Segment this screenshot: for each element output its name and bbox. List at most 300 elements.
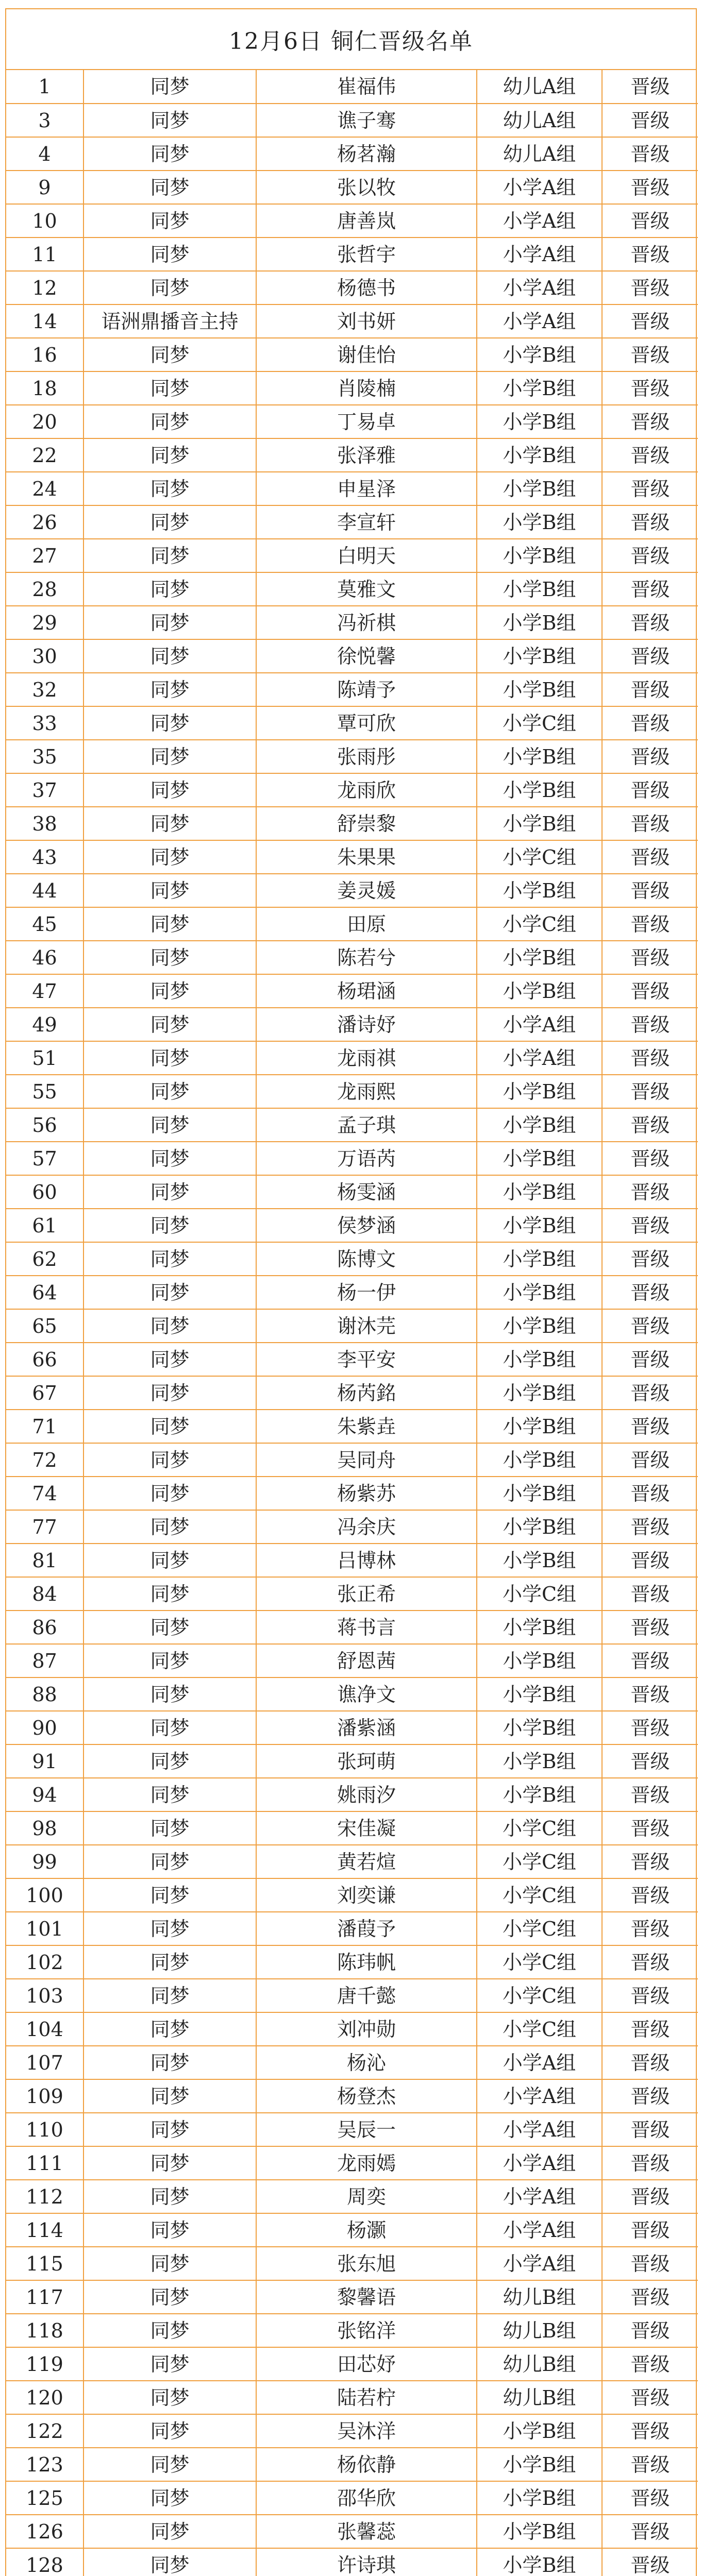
result-cell: 晋级 — [602, 1510, 698, 1544]
table-row — [6, 2113, 698, 2146]
organization-cell: 同梦 — [83, 1108, 256, 1142]
student-name-cell: 舒崇黎 — [256, 807, 477, 840]
organization-cell: 同梦 — [83, 2448, 256, 2481]
student-name-cell: 张雨彤 — [256, 740, 477, 773]
organization-cell: 同梦 — [83, 70, 256, 104]
group-cell: 幼儿A组 — [477, 104, 602, 137]
result-cell: 晋级 — [602, 171, 698, 204]
group-cell: 小学A组 — [477, 271, 602, 304]
table-row — [6, 1510, 698, 1544]
table-row — [6, 1376, 698, 1410]
table-row — [6, 238, 698, 271]
student-name-cell: 潘诗妤 — [256, 1008, 477, 1041]
result-cell: 晋级 — [602, 974, 698, 1008]
group-cell: 小学B组 — [477, 438, 602, 472]
row-number-cell: 125 — [6, 2481, 83, 2515]
result-cell: 晋级 — [602, 137, 698, 171]
organization-cell: 同梦 — [83, 807, 256, 840]
row-number-cell: 71 — [6, 1410, 83, 1443]
row-number-cell: 67 — [6, 1376, 83, 1410]
result-cell: 晋级 — [602, 271, 698, 304]
organization-cell: 同梦 — [83, 2347, 256, 2381]
result-cell: 晋级 — [602, 2180, 698, 2213]
row-number-cell: 126 — [6, 2515, 83, 2548]
row-number-cell: 16 — [6, 338, 83, 371]
row-number-cell: 94 — [6, 1778, 83, 1811]
table-row — [6, 2448, 698, 2481]
student-name-cell: 杨茗瀚 — [256, 137, 477, 171]
row-number-cell: 102 — [6, 1945, 83, 1979]
table-row — [6, 907, 698, 941]
student-name-cell: 冯祈棋 — [256, 606, 477, 639]
table-row — [6, 171, 698, 204]
organization-cell: 同梦 — [83, 2381, 256, 2414]
result-cell: 晋级 — [602, 1175, 698, 1209]
result-cell: 晋级 — [602, 2414, 698, 2448]
result-cell: 晋级 — [602, 371, 698, 405]
group-cell: 小学B组 — [477, 974, 602, 1008]
group-cell: 小学B组 — [477, 2548, 602, 2576]
student-name-cell: 李宣轩 — [256, 505, 477, 539]
student-name-cell: 杨芮銘 — [256, 1376, 477, 1410]
table-row — [6, 706, 698, 740]
student-name-cell: 杨雯涵 — [256, 1175, 477, 1209]
table-row — [6, 2213, 698, 2247]
row-number-cell: 14 — [6, 304, 83, 338]
result-cell: 晋级 — [602, 1778, 698, 1811]
row-number-cell: 90 — [6, 1711, 83, 1744]
result-cell: 晋级 — [602, 1912, 698, 1945]
student-name-cell: 谢佳怡 — [256, 338, 477, 371]
student-name-cell: 覃可欣 — [256, 706, 477, 740]
table-row — [6, 807, 698, 840]
table-row — [6, 438, 698, 472]
table-row — [6, 104, 698, 137]
group-cell: 小学B组 — [477, 941, 602, 974]
result-cell: 晋级 — [602, 204, 698, 238]
result-cell: 晋级 — [602, 2146, 698, 2180]
student-name-cell: 刘奕谦 — [256, 1878, 477, 1912]
student-name-cell: 申星泽 — [256, 472, 477, 505]
student-name-cell: 杨德书 — [256, 271, 477, 304]
organization-cell: 同梦 — [83, 2213, 256, 2247]
table-row — [6, 1041, 698, 1075]
group-cell: 小学B组 — [477, 2414, 602, 2448]
result-cell: 晋级 — [602, 104, 698, 137]
group-cell: 小学B组 — [477, 606, 602, 639]
organization-cell: 同梦 — [83, 2079, 256, 2113]
result-cell: 晋级 — [602, 1611, 698, 1644]
student-name-cell: 张正希 — [256, 1577, 477, 1611]
result-cell: 晋级 — [602, 539, 698, 572]
group-cell: 小学B组 — [477, 371, 602, 405]
promotion-table — [6, 70, 698, 2576]
row-number-cell: 26 — [6, 505, 83, 539]
table-row — [6, 572, 698, 606]
result-cell: 晋级 — [602, 2314, 698, 2347]
table-row — [6, 2481, 698, 2515]
table-row — [6, 1242, 698, 1276]
table-row — [6, 840, 698, 874]
student-name-cell: 陈博文 — [256, 1242, 477, 1276]
organization-cell: 同梦 — [83, 1744, 256, 1778]
organization-cell: 同梦 — [83, 1979, 256, 2012]
table-row — [6, 2314, 698, 2347]
organization-cell: 同梦 — [83, 1544, 256, 1577]
table-row — [6, 271, 698, 304]
student-name-cell: 吴辰一 — [256, 2113, 477, 2146]
result-cell: 晋级 — [602, 1410, 698, 1443]
group-cell: 幼儿A组 — [477, 70, 602, 104]
group-cell: 小学B组 — [477, 1677, 602, 1711]
result-cell: 晋级 — [602, 706, 698, 740]
group-cell: 小学C组 — [477, 1878, 602, 1912]
organization-cell: 同梦 — [83, 2314, 256, 2347]
student-name-cell: 许诗琪 — [256, 2548, 477, 2576]
table-row — [6, 472, 698, 505]
organization-cell: 同梦 — [83, 572, 256, 606]
table-row — [6, 1945, 698, 1979]
organization-cell: 同梦 — [83, 2280, 256, 2314]
student-name-cell: 白明天 — [256, 539, 477, 572]
organization-cell: 同梦 — [83, 472, 256, 505]
student-name-cell: 侯梦涵 — [256, 1209, 477, 1242]
table-row — [6, 2347, 698, 2381]
promotion-list-sheet — [5, 8, 697, 2576]
group-cell: 小学B组 — [477, 405, 602, 438]
organization-cell: 同梦 — [83, 1677, 256, 1711]
row-number-cell: 107 — [6, 2046, 83, 2079]
result-cell: 晋级 — [602, 874, 698, 907]
organization-cell: 同梦 — [83, 1343, 256, 1376]
group-cell: 小学C组 — [477, 1577, 602, 1611]
row-number-cell: 119 — [6, 2347, 83, 2381]
result-cell: 晋级 — [602, 472, 698, 505]
table-row — [6, 740, 698, 773]
group-cell: 小学B组 — [477, 1443, 602, 1477]
table-row — [6, 941, 698, 974]
organization-cell: 同梦 — [83, 1477, 256, 1510]
organization-cell: 同梦 — [83, 974, 256, 1008]
table-row — [6, 974, 698, 1008]
row-number-cell: 49 — [6, 1008, 83, 1041]
result-cell: 晋级 — [602, 2213, 698, 2247]
organization-cell: 同梦 — [83, 773, 256, 807]
row-number-cell: 74 — [6, 1477, 83, 1510]
student-name-cell: 宋佳凝 — [256, 1811, 477, 1845]
student-name-cell: 莫雅文 — [256, 572, 477, 606]
group-cell: 小学A组 — [477, 2180, 602, 2213]
table-row — [6, 1677, 698, 1711]
table-row — [6, 1912, 698, 1945]
group-cell: 小学B组 — [477, 673, 602, 706]
student-name-cell: 周奕 — [256, 2180, 477, 2213]
row-number-cell: 77 — [6, 1510, 83, 1544]
organization-cell: 同梦 — [83, 840, 256, 874]
row-number-cell: 104 — [6, 2012, 83, 2046]
student-name-cell: 邵华欣 — [256, 2481, 477, 2515]
organization-cell: 同梦 — [83, 204, 256, 238]
organization-cell: 同梦 — [83, 539, 256, 572]
student-name-cell: 肖陵楠 — [256, 371, 477, 405]
group-cell: 小学B组 — [477, 1343, 602, 1376]
organization-cell: 同梦 — [83, 104, 256, 137]
row-number-cell: 109 — [6, 2079, 83, 2113]
student-name-cell: 唐千懿 — [256, 1979, 477, 2012]
group-cell: 小学C组 — [477, 1811, 602, 1845]
row-number-cell: 29 — [6, 606, 83, 639]
row-number-cell: 122 — [6, 2414, 83, 2448]
result-cell: 晋级 — [602, 1108, 698, 1142]
group-cell: 小学B组 — [477, 1242, 602, 1276]
result-cell: 晋级 — [602, 1309, 698, 1343]
student-name-cell: 陆若柠 — [256, 2381, 477, 2414]
table-row — [6, 539, 698, 572]
row-number-cell: 38 — [6, 807, 83, 840]
group-cell: 小学B组 — [477, 1644, 602, 1677]
table-row — [6, 405, 698, 438]
table-row — [6, 606, 698, 639]
organization-cell: 同梦 — [83, 2247, 256, 2280]
table-row — [6, 137, 698, 171]
row-number-cell: 87 — [6, 1644, 83, 1677]
result-cell: 晋级 — [602, 2113, 698, 2146]
group-cell: 幼儿B组 — [477, 2381, 602, 2414]
group-cell: 小学A组 — [477, 1008, 602, 1041]
organization-cell: 同梦 — [83, 338, 256, 371]
row-number-cell: 28 — [6, 572, 83, 606]
table-row — [6, 1711, 698, 1744]
organization-cell: 同梦 — [83, 1845, 256, 1878]
row-number-cell: 32 — [6, 673, 83, 706]
organization-cell: 同梦 — [83, 405, 256, 438]
row-number-cell: 35 — [6, 740, 83, 773]
group-cell: 小学B组 — [477, 1544, 602, 1577]
group-cell: 小学A组 — [477, 2213, 602, 2247]
result-cell: 晋级 — [602, 438, 698, 472]
row-number-cell: 72 — [6, 1443, 83, 1477]
organization-cell: 同梦 — [83, 371, 256, 405]
organization-cell: 同梦 — [83, 1912, 256, 1945]
result-cell: 晋级 — [602, 2347, 698, 2381]
group-cell: 小学B组 — [477, 807, 602, 840]
table-row — [6, 1544, 698, 1577]
group-cell: 小学B组 — [477, 1744, 602, 1778]
result-cell: 晋级 — [602, 304, 698, 338]
student-name-cell: 李平安 — [256, 1343, 477, 1376]
group-cell: 小学B组 — [477, 1209, 602, 1242]
group-cell: 小学A组 — [477, 304, 602, 338]
result-cell: 晋级 — [602, 1376, 698, 1410]
organization-cell: 同梦 — [83, 1376, 256, 1410]
row-number-cell: 55 — [6, 1075, 83, 1108]
student-name-cell: 姜灵媛 — [256, 874, 477, 907]
organization-cell: 同梦 — [83, 1175, 256, 1209]
row-number-cell: 24 — [6, 472, 83, 505]
table-row — [6, 505, 698, 539]
organization-cell: 同梦 — [83, 1242, 256, 1276]
student-name-cell: 龙雨欣 — [256, 773, 477, 807]
student-name-cell: 杨紫苏 — [256, 1477, 477, 1510]
student-name-cell: 崔福伟 — [256, 70, 477, 104]
student-name-cell: 张珂萌 — [256, 1744, 477, 1778]
organization-cell: 同梦 — [83, 438, 256, 472]
student-name-cell: 田原 — [256, 907, 477, 941]
result-cell: 晋级 — [602, 773, 698, 807]
table-row — [6, 639, 698, 673]
result-cell: 晋级 — [602, 2247, 698, 2280]
row-number-cell: 44 — [6, 874, 83, 907]
group-cell: 小学B组 — [477, 539, 602, 572]
row-number-cell: 66 — [6, 1343, 83, 1376]
organization-cell: 同梦 — [83, 1075, 256, 1108]
result-cell: 晋级 — [602, 1577, 698, 1611]
group-cell: 小学B组 — [477, 1309, 602, 1343]
row-number-cell: 64 — [6, 1276, 83, 1309]
organization-cell: 同梦 — [83, 941, 256, 974]
row-number-cell: 99 — [6, 1845, 83, 1878]
result-cell: 晋级 — [602, 2448, 698, 2481]
student-name-cell: 万语芮 — [256, 1142, 477, 1175]
group-cell: 小学A组 — [477, 2079, 602, 2113]
result-cell: 晋级 — [602, 1711, 698, 1744]
table-row — [6, 1845, 698, 1878]
organization-cell: 同梦 — [83, 2414, 256, 2448]
result-cell: 晋级 — [602, 1477, 698, 1510]
table-row — [6, 1811, 698, 1845]
group-cell: 小学B组 — [477, 639, 602, 673]
student-name-cell: 张哲宇 — [256, 238, 477, 271]
student-name-cell: 舒恩茜 — [256, 1644, 477, 1677]
row-number-cell: 111 — [6, 2146, 83, 2180]
result-cell: 晋级 — [602, 2079, 698, 2113]
table-row — [6, 2280, 698, 2314]
organization-cell: 同梦 — [83, 673, 256, 706]
table-row — [6, 2381, 698, 2414]
row-number-cell: 62 — [6, 1242, 83, 1276]
group-cell: 小学B组 — [477, 1611, 602, 1644]
student-name-cell: 潘紫涵 — [256, 1711, 477, 1744]
organization-cell: 同梦 — [83, 1142, 256, 1175]
organization-cell: 同梦 — [83, 1611, 256, 1644]
organization-cell: 同梦 — [83, 1209, 256, 1242]
student-name-cell: 杨珺涵 — [256, 974, 477, 1008]
student-name-cell: 张铭洋 — [256, 2314, 477, 2347]
student-name-cell: 张以牧 — [256, 171, 477, 204]
student-name-cell: 吕博林 — [256, 1544, 477, 1577]
row-number-cell: 47 — [6, 974, 83, 1008]
result-cell: 晋级 — [602, 1544, 698, 1577]
result-cell: 晋级 — [602, 2012, 698, 2046]
group-cell: 幼儿B组 — [477, 2347, 602, 2381]
group-cell: 小学B组 — [477, 740, 602, 773]
result-cell: 晋级 — [602, 338, 698, 371]
row-number-cell: 10 — [6, 204, 83, 238]
row-number-cell: 56 — [6, 1108, 83, 1142]
result-cell: 晋级 — [602, 1845, 698, 1878]
row-number-cell: 120 — [6, 2381, 83, 2414]
organization-cell: 同梦 — [83, 2180, 256, 2213]
result-cell: 晋级 — [602, 1878, 698, 1912]
organization-cell: 同梦 — [83, 238, 256, 271]
student-name-cell: 杨登杰 — [256, 2079, 477, 2113]
result-cell: 晋级 — [602, 1242, 698, 1276]
result-cell: 晋级 — [602, 1008, 698, 1041]
table-row — [6, 204, 698, 238]
row-number-cell: 51 — [6, 1041, 83, 1075]
table-row — [6, 1744, 698, 1778]
student-name-cell: 陈若兮 — [256, 941, 477, 974]
group-cell: 小学B组 — [477, 2481, 602, 2515]
table-row — [6, 304, 698, 338]
row-number-cell: 110 — [6, 2113, 83, 2146]
organization-cell: 同梦 — [83, 2515, 256, 2548]
group-cell: 小学B组 — [477, 1711, 602, 1744]
organization-cell: 同梦 — [83, 1878, 256, 1912]
row-number-cell: 22 — [6, 438, 83, 472]
organization-cell: 同梦 — [83, 706, 256, 740]
table-row — [6, 1276, 698, 1309]
student-name-cell: 徐悦馨 — [256, 639, 477, 673]
student-name-cell: 杨依静 — [256, 2448, 477, 2481]
row-number-cell: 12 — [6, 271, 83, 304]
organization-cell: 同梦 — [83, 1008, 256, 1041]
result-cell: 晋级 — [602, 2381, 698, 2414]
group-cell: 幼儿A组 — [477, 137, 602, 171]
student-name-cell: 张馨蕊 — [256, 2515, 477, 2548]
row-number-cell: 43 — [6, 840, 83, 874]
row-number-cell: 27 — [6, 539, 83, 572]
result-cell: 晋级 — [602, 1945, 698, 1979]
table-row — [6, 338, 698, 371]
student-name-cell: 龙雨熙 — [256, 1075, 477, 1108]
organization-cell: 同梦 — [83, 1443, 256, 1477]
result-cell: 晋级 — [602, 840, 698, 874]
group-cell: 小学B组 — [477, 1410, 602, 1443]
row-number-cell: 128 — [6, 2548, 83, 2576]
result-cell: 晋级 — [602, 2481, 698, 2515]
organization-cell: 同梦 — [83, 1644, 256, 1677]
group-cell: 小学B组 — [477, 1477, 602, 1510]
table-row — [6, 1008, 698, 1041]
result-cell: 晋级 — [602, 1276, 698, 1309]
result-cell: 晋级 — [602, 2548, 698, 2576]
table-row — [6, 2515, 698, 2548]
student-name-cell: 姚雨汐 — [256, 1778, 477, 1811]
table-row — [6, 1477, 698, 1510]
group-cell: 小学C组 — [477, 1912, 602, 1945]
row-number-cell: 103 — [6, 1979, 83, 2012]
group-cell: 小学C组 — [477, 1945, 602, 1979]
group-cell: 小学B组 — [477, 1108, 602, 1142]
row-number-cell: 84 — [6, 1577, 83, 1611]
organization-cell: 同梦 — [83, 271, 256, 304]
group-cell: 幼儿B组 — [477, 2280, 602, 2314]
table-row — [6, 1979, 698, 2012]
result-cell: 晋级 — [602, 807, 698, 840]
group-cell: 小学B组 — [477, 2515, 602, 2548]
table-row — [6, 1108, 698, 1142]
student-name-cell: 黄若煊 — [256, 1845, 477, 1878]
group-cell: 小学B组 — [477, 874, 602, 907]
result-cell: 晋级 — [602, 1443, 698, 1477]
table-row — [6, 2012, 698, 2046]
result-cell: 晋级 — [602, 405, 698, 438]
group-cell: 小学B组 — [477, 773, 602, 807]
organization-cell: 同梦 — [83, 2012, 256, 2046]
group-cell: 小学B组 — [477, 505, 602, 539]
student-name-cell: 朱果果 — [256, 840, 477, 874]
